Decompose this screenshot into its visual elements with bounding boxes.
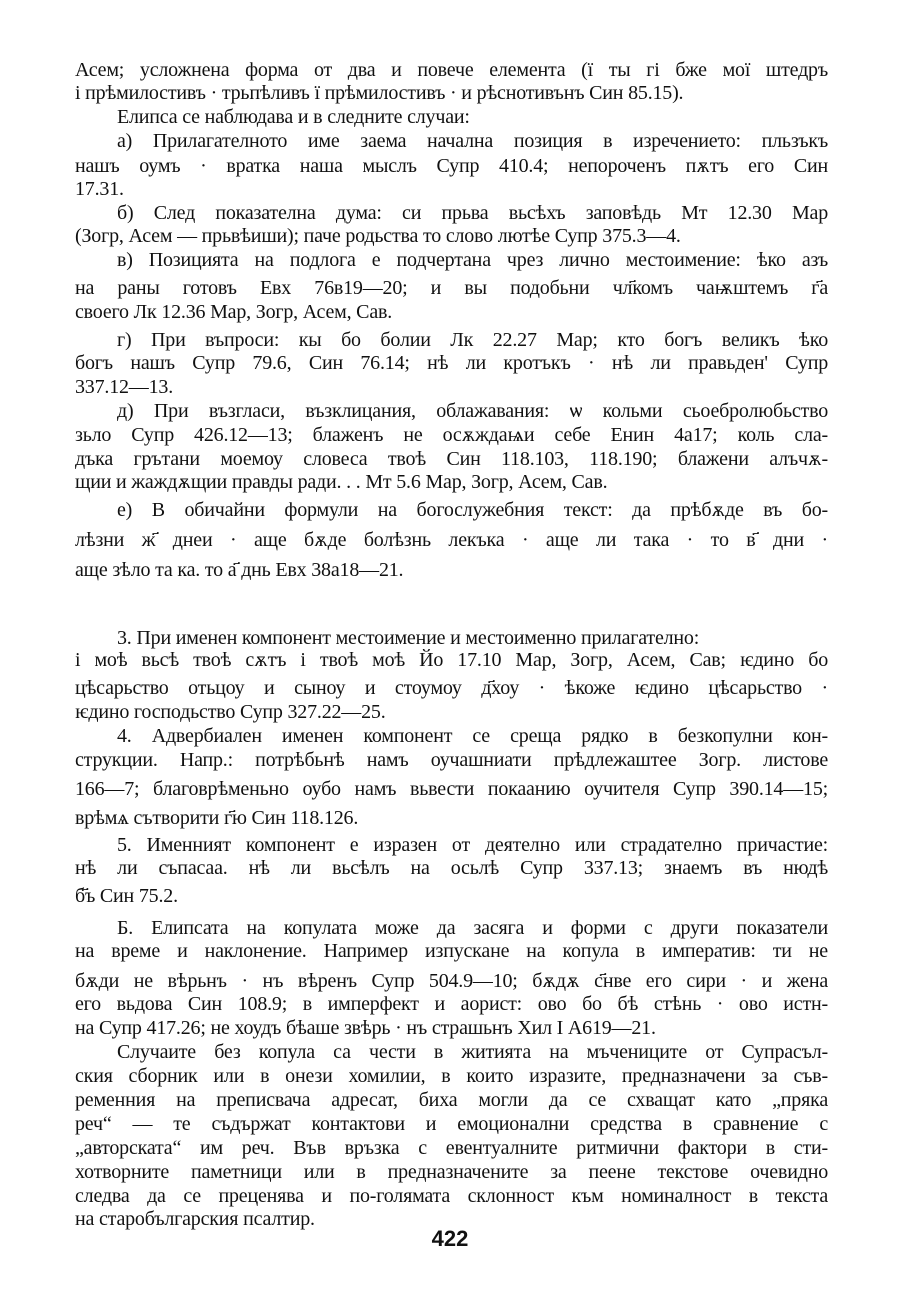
text-line: нашъ оумъ · вратка наша мыслъ Супр 410.4; непороченъ пѫтъ его Син [75,155,828,177]
text-line: бѫди не вѣрьнъ · нъ вѣренъ Супр 504.9—10; бѫдѫ с҃нве его сири · и жена [75,970,828,992]
text-line: б) След показателна дума: си прьва вьсѣхъ заповѣдь Мт 12.30 Мар [117,202,828,224]
text-line: ѥдино господьство Супр 327.22—25. [75,701,386,723]
text-line: Асем; усложнена форма от два и повече елемента (ї ты гі бже мої штедръ [75,59,828,81]
text-line: і прѣмилостивъ · трьпѣливъ ї прѣмилостивъ · и рѣснотивънъ Син 85.15). [75,82,684,104]
text-line: 5. Именният компонент е изразен от деятелно или страдателно причастие: [117,834,828,856]
page-number: 422 [431,1226,469,1251]
text-line: 3. При именен компонент местоимение и местоименно прилагателно: [117,627,700,649]
text-line: г) При въпроси: кы бо болии Лк 22.27 Мар; кто богъ великъ ѣко [117,329,828,351]
text-line: на Супр 417.26; не хоудъ бѣаше звѣрь · нъ страшьнъ Хил I А619—21. [75,1017,656,1039]
text-line: щии и жаждѫщии правды ради. . . Мт 5.6 Мар, Зогр, Асем, Сав. [75,471,608,493]
text-line: „авторската“ им реч. Във връзка с евентуалните ритмични фактори в сти- [75,1137,828,1159]
text-line: (Зогр, Асем — прьвѣиши); паче родьства то слово лютѣе Супр 375.3—4. [75,225,681,247]
text-line: врѣмѧ сътворити г҃ю Син 118.126. [75,807,359,829]
text-line: 4. Адвербиален именен компонент се среща рядко в безкопулни кон- [117,725,828,747]
text-line: своего Лк 12.36 Мар, Зогр, Асем, Сав. [75,301,393,323]
text-line: нѣ ли съпасаа. нѣ ли вьсѣлъ на осьлѣ Супр 337.13; знаемъ въ нюдѣ [75,857,828,879]
text-line: ременния на преписвача адресат, биха могли да се схващат като „пряка [75,1089,828,1111]
text-line: і моѣ вьсѣ твоѣ сѫтъ і твоѣ моѣ Йо 17.10 Мар, Зогр, Асем, Сав; ѥдино бо [75,649,828,671]
text-line: богъ нашъ Супр 79.6, Син 76.14; нѣ ли кротъкъ · нѣ ли правьден' Супр [75,352,828,374]
text-line: хотворните паметници или в предназначените за пеене текстове очевидно [75,1161,828,1183]
text-line: Елипса се наблюдава и в следните случаи: [117,106,470,128]
text-line: цѣсарьство отьцоу и сыноу и стоумоу д҃хоу · ѣкоже ѥдино цѣсарьство · [75,677,828,699]
text-line: зьло Супр 426.12—13; блаженъ не осѫждаѩи себе Енин 4а17; коль сла- [75,424,828,446]
text-line: е) В обичайни формули на богослужебния текст: да прѣбѫде въ бо- [117,499,828,521]
text-line: реч“ — те съдържат контактови и емоционални средства в сравнение с [75,1113,828,1135]
text-line: дъка грътани моемоу словеса твоѣ Син 118.103, 118.190; блажени алъчѫ- [75,448,828,470]
text-line: б҃ъ Син 75.2. [75,885,178,907]
text-line: на старобългарския псалтир. [75,1208,315,1230]
text-line: Случаите без копула са чести в житията на мъчениците от Супрасъл- [117,1041,828,1063]
text-line: его вьдова Син 108.9; в имперфект и аорист: ово бо бѣ стѣнь · ово истн- [75,993,828,1015]
text-line: 166—7; благоврѣменьно оубо намъ вьвести покаанию оучителя Супр 390.14—15; [75,778,828,800]
text-line: 17.31. [75,178,124,200]
text-line: струкции. Напр.: потрѣбьнѣ намъ оучашниати прѣдлежаштее Зогр. листове [75,749,828,771]
text-line: а) Прилагателното име заема начална позиция в изречението: пльзъкъ [117,130,828,152]
text-line: д) При възгласи, възклицания, облажавания: ѡ кольми сьоебролюбьство [117,400,828,422]
text-line: 337.12—13. [75,376,174,398]
text-line: следва да се преценява и по-голямата склонност към номиналност в текста [75,1185,828,1207]
text-line: аще зѣло та ка. то а҃ днь Евх 38а18—21. [75,559,404,581]
text-line: на раны готовъ Евх 76в19—20; и вы подобьни чл҃комъ чаѭштемъ г҃а [75,277,828,299]
text-line: ския сборник или в онези хомилии, в които изразите, предназначени за съв- [75,1065,828,1087]
text-line: лѣзни ж҃ днеи · аще бѫде болѣзнь лекъка · аще ли така · то в҃ дни · [75,529,828,551]
text-line: Б. Елипсата на копулата може да засяга и форми с други показатели [117,917,828,939]
text-line: в) Позицията на подлога е подчертана чрез лично местоимение: ѣко азъ [117,249,828,271]
text-line: на време и наклонение. Например изпускане на копула в императив: ти не [75,940,828,962]
